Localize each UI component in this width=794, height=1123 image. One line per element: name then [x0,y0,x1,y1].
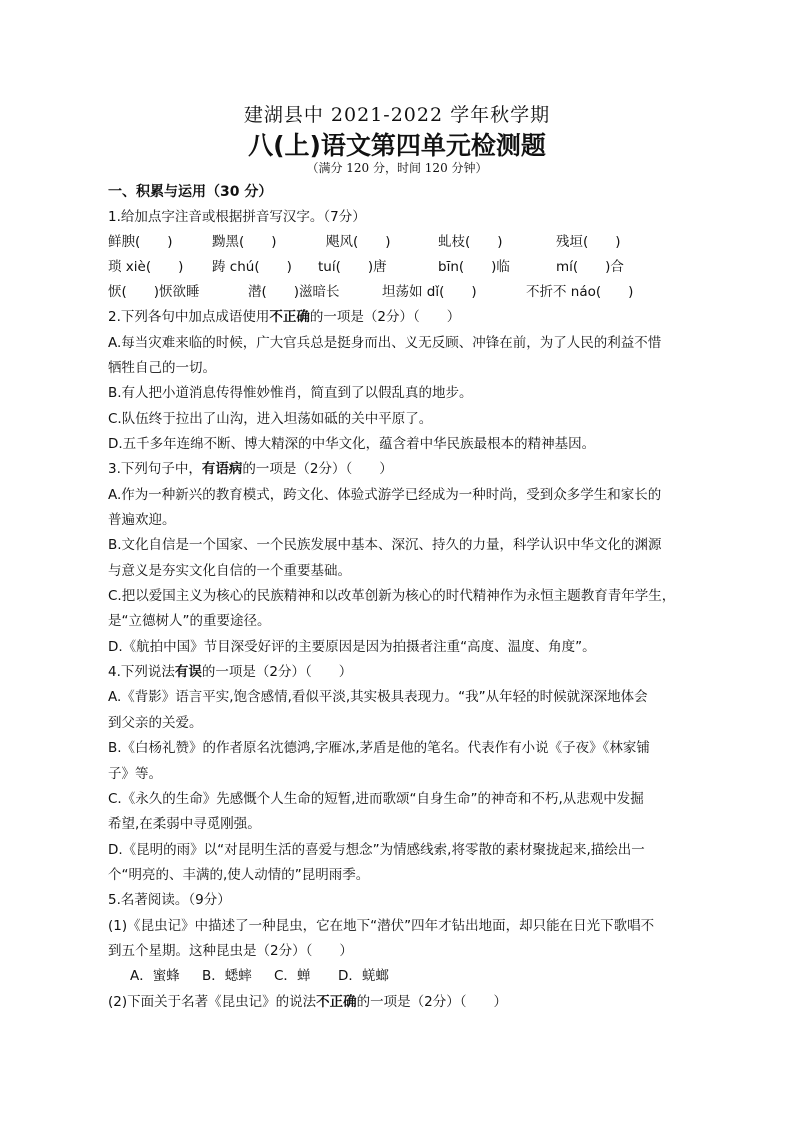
pinyin-item: mí( )合 [556,259,624,275]
stem-text: 3.下列句子中， [108,461,202,477]
question-3-option-a-cont: 普遍欢迎。 [108,512,176,528]
pinyin-item: 潜( )滋暗长 [248,284,340,300]
pinyin-item: bīn( )临 [438,259,510,275]
stem-text: 的一项是（2分）（ ） [309,309,461,325]
stem-text: 的一项是（2分）（ ） [242,461,393,477]
pinyin-item: 虬枝( ) [438,234,503,250]
pinyin-item: 黝黑( ) [212,234,277,250]
question-2-option-c: C.队伍终于拉出了山沟，进入坦荡如砥的关中平原了。 [108,411,433,427]
question-3-option-b: B.文化自信是一个国家、一个民族发展中基本、深沉、持久的力量，科学认识中华文化的渊源 [108,537,662,553]
question-1-row-3 [108,283,688,301]
stem-emphasis: 有语病 [201,461,243,477]
stem-text: 2.下列各句中加点成语使用 [108,309,270,325]
question-3-option-d: D.《航拍中国》节目深受好评的主要原因是因为拍摄者注重“高度、温度、角度”。 [108,639,596,655]
stem-text: 的一项是（2分）（ ） [356,994,507,1010]
question-2-option-d: D.五千多年连绵不断、博大精深的中华文化，蕴含着中华民族最根本的精神基因。 [108,436,596,452]
question-4-stem [108,663,352,681]
question-2-option-a: A.每当灾难来临的时候，广大官兵总是挺身而出、义无反顾、冲锋在前，为了人民的利益不惜 [108,335,662,351]
question-5-stem: 5.名著阅读。（9分） [108,892,231,908]
pinyin-item: 鲜腴( ) [108,234,173,250]
question-4-option-a-cont: 到父亲的关爱。 [108,715,203,731]
pinyin-item: tuí( )唐 [318,259,387,275]
question-5-part-2 [108,993,507,1011]
question-5-part-1-cont: 到五个星期。这种昆虫是（2分）（ ） [108,943,353,959]
pinyin-item: 恹( )恹欲睡 [108,284,200,300]
question-1-row-1 [108,233,688,251]
question-4-option-d: D.《昆明的雨》以“对昆明生活的喜爱与想念”为情感线索,将零散的素材聚拢起来,描绘出一 [108,842,645,858]
question-2-stem [108,308,460,326]
question-2-option-a-cont: 牺牲自己的一切。 [108,360,216,376]
pinyin-item: 坦荡如 dǐ( ) [382,284,477,300]
question-3-option-c-cont: 是“立德树人”的重要途径。 [108,613,271,629]
pinyin-item: 琐 xiè( ) [108,259,184,275]
pinyin-item: 不折不 náo( ) [526,284,634,300]
question-3-option-b-cont: 与意义是夯实文化自信的一个重要基础。 [108,563,351,579]
stem-text: 的一项是（2分）（ ） [201,664,353,680]
question-3-stem [108,460,393,478]
pinyin-item: 飓风( ) [326,234,391,250]
question-2-option-b: B.有人把小道消息传得惟妙惟肖，简直到了以假乱真的地步。 [108,385,473,401]
stem-emphasis: 不正确 [316,994,357,1010]
question-4-option-c: C.《永久的生命》先感慨个人生命的短暂,进而歌颂“自身生命”的神奇和不朽,从悲观中发掘 [108,791,644,807]
choice-option: D．蜣螂 [338,968,389,984]
question-4-option-c-cont: 希望,在柔弱中寻觅刚强。 [108,816,261,832]
choice-option: A．蜜蜂 [130,968,180,984]
pinyin-item: 残垣( ) [556,234,621,250]
section-heading: 一、积累与运用（30 分） [108,184,273,200]
exam-score-time: （满分 120 分，时间 120 分钟） [306,161,488,175]
question-4-option-a: A.《背影》语言平实,饱含感情,看似平淡,其实极具表现力。“我”从年轻的时候就深深地体会 [108,689,648,705]
pinyin-item: 踌 chú( ) [212,259,292,275]
stem-emphasis: 有误 [174,664,202,680]
question-4-option-b-cont: 子》等。 [108,766,162,782]
question-1-row-2 [108,258,688,276]
choice-option: B．蟋蟀 [202,968,252,984]
question-1-stem: 1.给加点字注音或根据拼音写汉字。（7分） [108,209,366,225]
question-5-part-1-options [130,967,450,985]
stem-text: (2)下面关于名著《昆虫记》的说法 [108,994,317,1010]
choice-option: C．蝉 [274,968,311,984]
stem-emphasis: 不正确 [269,309,310,325]
question-4-option-d-cont: 个“明亮的、丰满的,使人动情的”昆明雨季。 [108,867,370,883]
question-3-option-c: C.把以爱国主义为核心的民族精神和以改革创新为核心的时代精神作为永恒主题教育青年学生， [108,588,676,604]
exam-title: 八(上)语文第四单元检测题 [248,131,546,160]
stem-text: 4.下列说法 [108,664,175,680]
question-5-part-1: (1)《昆虫记》中描述了一种昆虫，它在地下“潜伏”四年才钻出地面，却只能在日光下歌唱不 [108,918,655,934]
question-3-option-a: A.作为一种新兴的教育模式，跨文化、体验式游学已经成为一种时尚，受到众多学生和家长的 [108,487,662,503]
school-term-title: 建湖县中 2021-2022 学年秋学期 [243,104,551,126]
question-4-option-b: B.《白杨礼赞》的作者原名沈德鸿,字雁冰,茅盾是他的笔名。代表作有小说《子夜》《林家铺 [108,740,650,756]
